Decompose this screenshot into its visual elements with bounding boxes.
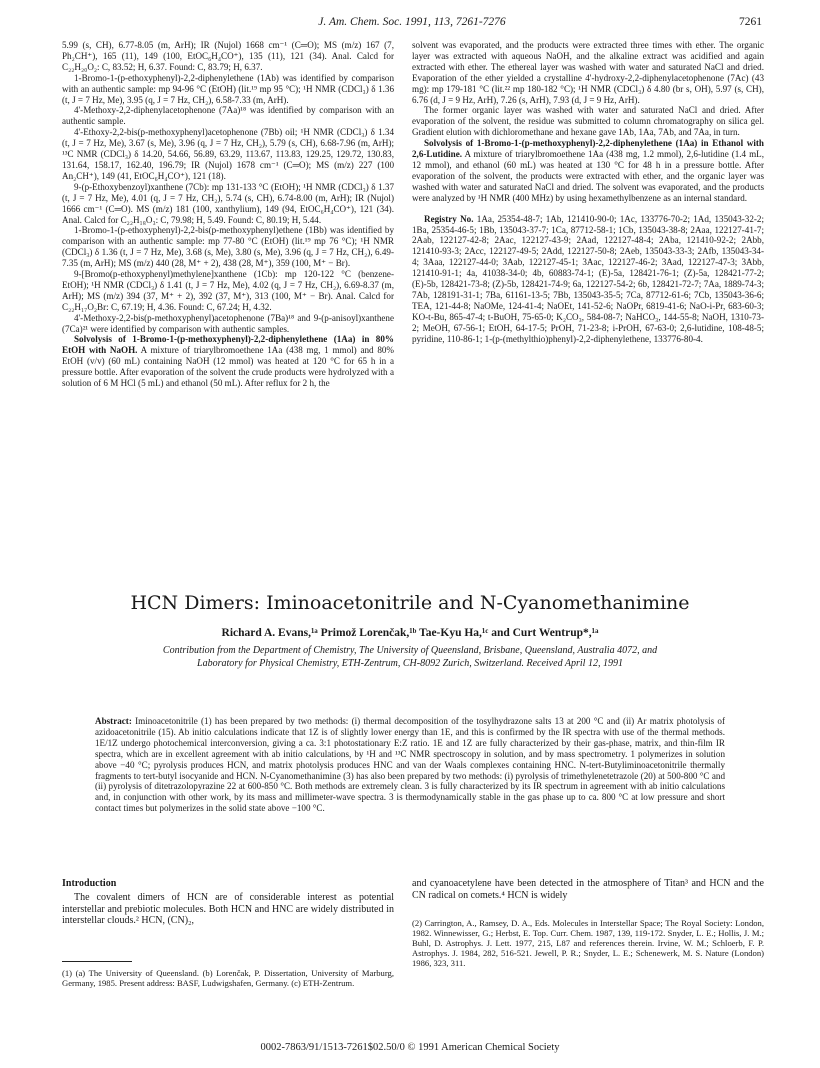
footnote-rule (62, 961, 132, 962)
article-title: HCN Dimers: Iminoacetonitrile and N-Cyanomethanimine (130, 592, 690, 614)
abstract-text: Iminoacetonitrile (1) has been prepared by two methods: (i) thermal decomposition of the tosylhydrazone salts 13 at 200 °C and (ii) Ar matrix photolysis of azidoacetonitrile (15). Ab initio calculations indicate that 1Z is of slightly lower energy than 1E, and this is confirmed by the IR spectra with use of the thermal methods. 1E/1Z undergo photochemical interconversion, giving a ca. 3:1 photostationary E:Z ratio. 1E and 1Z are fully characterized by their gas-phase, matrix, and thin-film IR spectra, which are in excellent agreement with ab initio calculations, by ¹H and ¹³C NMR spectroscopy in solution, and by mass spectrometry. 1 polymerizes in solution above −40 °C; pyrolysis produces HCN, and matrix photolysis produces HNC and van der Waals complexes containing HNC. N-tert-Butyliminoacetonitrile thermally fragments to tert-butyl isocyanide and HCN. N-Cyanomethanimine (3) has also been prepared by two methods: (i) pyrolysis of trimethylenetetrazole (20) at 500-800 °C and (ii) pyrolysis of ditetrazolopyrazine 22 at 600-850 °C. Both methods are extremely clean. 3 is fully characterized by its IR spectrum in agreement with ab initio calculations and, in conjunction with other work, by its mass and millimeter-wave spectra. 3 is thermodynamically stable in the gas phase up to ca. 800 °C at low pressure and short contact times but polymerizes in the solid state above −100 °C. (95, 716, 725, 814)
introduction-right: and cyanoacetylene have been detected in the atmosphere of Titan³ and HCN and the CN radical on comets.⁴ HCN is widely (412, 878, 764, 901)
paragraph: 1-Bromo-1-(p-ethoxyphenyl)-2,2-diphenylethene (1Ab) was identified by comparison with an authentic sample: mp 94-96 °C (EtOH) (lit.¹⁹ mp 95 °C); ¹H NMR (CDCl₃) δ 1.36 (t, J = 7 Hz, Me), 3.95 (q, J = 7 Hz, CH₂), 6.58-7.33 (m, ArH). (62, 72, 394, 105)
footnote-1: (1) (a) The University of Queensland. (b) Lorenčak, P. Dissertation, University of Marburg, Germany, 1985. Present address: BASF, Ludwigshafen, Germany. (c) ETH-Zentrum. (62, 968, 394, 988)
paragraph: 9-[Bromo(p-ethoxyphenyl)methylene]xanthene (1Cb): mp 120-122 °C (benzene-EtOH); ¹H NMR (CDCl₃) δ 1.41 (t, J = 7 Hz, Me), 4.02 (q, J = 7 Hz, CH₂), 6.69-8.37 (m, ArH); MS (m/z) 394 (37, M⁺ + 2), 392 (37, M⁺), 313 (100, M⁺ − Br). Anal. Calcd for C₂₂H₁₇O₂Br: C, 67.19; H, 4.36. Found: C, 67.24; H, 4.32. (62, 269, 394, 312)
paragraph: 4'-Ethoxy-2,2-bis(p-methoxyphenyl)acetophenone (7Bb) oil; ¹H NMR (CDCl₃) δ 1.34 (t, J = 7 Hz, Me), 3.67 (s, Me), 3.96 (q, J = 7 Hz, CH₂), 5.79 (s, CH), 6.68-7.96 (m, ArH); ¹³C NMR (CDCl₃) δ 14.20, 54.66, 56.89, 63.29, 113.67, 113.83, 129.25, 129.72, 130.83, 131.64, 158.17, 162.40, 196.79; IR (Nujol) 1678 cm⁻¹ (C═O); MS (m/z) 227 (100 An₂CH⁺), 149 (41, EtOC₆H₄CO⁺), 121 (18). (62, 127, 394, 181)
solvolysis-heading: Solvolysis of 1-Bromo-1-(p-methoxyphenyl)-2,2-diphenylethene (1Aa) in 80% EtOH with NaOH. (62, 334, 394, 356)
paragraph: 9-(p-Ethoxybenzoyl)xanthene (7Cb): mp 131-133 °C (EtOH); ¹H NMR (CDCl₃) δ 1.37 (t, J = 7 Hz, Me), 4.01 (q, J = 7 Hz, CH₂), 5.74 (s, CH), 6.74-8.00 (m, ArH); IR (Nujol) 1666 cm⁻¹ (C═O). MS (m/z) 181 (100, xanthylium), 149 (94, EtOC₆H₄CO⁺), 121 (34). Anal. Calcd for C₂₂H₁₈O₃: C, 79.98; H, 5.49. Found: C, 80.19; H, 5.44. (62, 181, 394, 225)
footnote-2: (2) Carrington, A., Ramsey, D. A., Eds. Molecules in Interstellar Space; The Royal Society: London, 1982. Winnewisser, G.; Herbst, E. Top. Curr. Chem. 1987, 139, 119-172. Snyder, L. E.; Hollis, J. M.; Buhl, D. Astrophys. J. Lett. 1977, 215, L87 and references therein. Irvine, W. M.; Schloerb, F. P. Astrophys. J. 1984, 282, 516-521. Jewell, P. R.; Snyder, L. E.; Schenewerk, M. S. Nature (London) 1986, 323, 311. (412, 918, 764, 968)
contribution-affiliation: Contribution from the Department of Chemistry, The University of Queensland, Brisbane, Queensland, Australia 4072, and Laboratory for Physical Chemistry, ETH-Zentrum, CH-8092 Zurich, Switzerland. Received April 12, 1991 (162, 645, 658, 669)
paragraph: 5.99 (s, CH), 6.77-8.05 (m, ArH); IR (Nujol) 1668 cm⁻¹ (C═O); MS (m/z) 167 (7, Ph₂CH⁺), 165 (11), 149 (100, EtOC₆H₄CO⁺), 135 (11), 121 (34). Anal. Calcd for C₂₂H₂₀O₂: C, 83.52; H, 6.37. Found: C, 83.79; H, 6.37. (62, 40, 394, 72)
introduction-left (62, 878, 394, 927)
registry-heading: Registry No. (424, 213, 474, 224)
abstract-paragraph (95, 716, 725, 814)
solvolysis-paragraph (412, 138, 764, 203)
abstract-label: Abstract: (95, 716, 132, 726)
solvolysis-text: A mixture of triarylbromoethene 1Aa (438 mg, 1 mmol) and 80% EtOH (v/v) (60 mL) containing NaOH (12 mmol) was heated at 120 °C for 65 h in a pressure bottle. After evaporation of the solvent the crude products were hydrolyzed with a solution of 6 M HCl (5 mL) and ethanol (50 mL). After reflux for 2 h, the (62, 345, 394, 389)
registry-paragraph (412, 214, 764, 345)
copyright-footer: 0002-7863/91/1513-7261$02.50/0 © 1991 American Chemical Society (260, 1042, 560, 1053)
introduction-heading: Introduction (62, 878, 117, 889)
abstract (95, 716, 725, 814)
solvolysis-heading: Solvolysis of 1-Bromo-1-(p-methoxyphenyl)-2,2-diphenylethene (1Aa) in Ethanol with 2,6-Lutidine. (412, 138, 764, 160)
paragraph: The former organic layer was washed with water and saturated NaCl and dried. After evaporation of the solvent, the residue was submitted to column chromatography on silica gel. Gradient elution with dichloromethane and hexane gave 1Ab, 1Aa, 7Ab, and 7Aa, in turn. (412, 105, 764, 138)
paragraph: 4'-Methoxy-2,2-bis(p-methoxyphenyl)acetophenone (7Ba)¹⁸ and 9-(p-anisoyl)xanthene (7Ca)²¹ were identified by comparison with authentic samples. (62, 312, 394, 334)
left-column (62, 40, 394, 389)
journal-citation: J. Am. Chem. Soc. 1991, 113, 7261-7276 (318, 16, 506, 28)
page-number: 7261 (739, 16, 762, 28)
introduction-text-left: The covalent dimers of HCN are of considerable interest as potential interstellar and prebiotic molecules. Both HCN and HNC are widely distributed in interstellar clouds.² HCN, (CN)₂, (62, 891, 394, 927)
right-column (412, 40, 764, 344)
solvolysis-paragraph (62, 334, 394, 389)
registry-text: 1Aa, 25354-48-7; 1Ab, 121410-90-0; 1Ac, 133776-70-2; 1Ad, 135043-32-2; 1Ba, 25354-46-5; 1Bb, 135043-37-7; 1Ca, 87712-58-1; 1Cb, 135043-38-8; 2Aaa, 122127-41-7; 2Aab, 122127-42-8; 2Aac, 122127-43-9; 2Aad, 122127-48-4; 2Aba, 121410-92-2; 2Abb, 121410-93-3; 2Acc, 122127-49-5; 2Add, 122127-50-8; 2Aeb, 135043-33-3; 2Afb, 135043-34-4; 3Aaa, 122127-44-0; 3Aab, 122127-45-1; 3Aac, 122127-46-2; 3Aad, 122127-47-3; 3Abb, 121410-91-1; 4a, 41038-34-0; 4b, 60883-74-1; (E)-5a, 128421-76-1; (Z)-5a, 128421-77-2; (E)-5b, 128421-73-8; (Z)-5b, 128421-74-9; 6a, 122127-54-2; 6b, 128421-72-7; 7Aa, 1889-74-3; 7Ab, 128191-31-1; 7Ba, 61161-13-5; 7Bb, 135043-35-5; 7Ca, 87712-61-6; 7Cb, 135043-36-6; TEA, 121-44-8; NaOMe, 124-41-4; NaOEt, 141-52-6; NaOPr, 6819-41-6; NaO-i-Pr, 683-60-3; KO-t-Bu, 865-47-4; t-BuOH, 75-65-0; K₂CO₃, 584-08-7; NaHCO₃, 144-55-8; NaOH, 1310-73-2; MeOH, 67-56-1; EtOH, 64-17-5; PrOH, 71-23-8; i-PrOH, 67-63-0; 2,6-lutidine, 108-48-5; pyridine, 110-86-1; 1-(p-(methylthio)phenyl)-2,2-diphenylethene, 133776-80-4. (412, 213, 764, 344)
running-header (62, 16, 762, 32)
paragraph: solvent was evaporated, and the products were extracted three times with ether. The organic layer was extracted with aqueous NaOH, and the alkaline extract was acidified and again extracted with ether. The ethereal layer was washed with water and saturated NaCl and dried. Evaporation of the ether yielded a crystalline 4'-hydroxy-2,2-diphenylacetophenone (7Ac) (43 mg): mp 179-181 °C (lit.²² mp 180-182 °C); ¹H NMR (CDCl₃) δ 4.80 (br s, OH), 5.97 (s, CH), 6.76 (d, J = 9 Hz, ArH), 7.26 (s, ArH), 7.93 (d, J = 9 Hz, ArH). (412, 40, 764, 105)
paragraph: 4'-Methoxy-2,2-diphenylacetophenone (7Aa)¹⁸ was identified by comparison with an authentic sample. (62, 105, 394, 127)
paragraph: 1-Bromo-1-(p-ethoxyphenyl)-2,2-bis(p-methoxyphenyl)ethene (1Bb) was identified by comparison with an authentic sample: mp 77-80 °C (EtOH) (lit.¹⁹ mp 76 °C); ¹H NMR (CDCl₃) δ 1.36 (t, J = 7 Hz, Me), 3.68 (s, Me), 3.80 (s, Me), 3.96 (q, J = 7 Hz, CH₂), 6.49-7.35 (m, ArH); MS (m/z) 440 (28, M⁺ + 2), 438 (28, M⁺), 359 (100, M⁺ − Br). (62, 225, 394, 269)
solvolysis-text: A mixture of triarylbromoethene 1Aa (438 mg, 1.2 mmol), 2,6-lutidine (1.4 mL, 12 mmol), and ethanol (60 mL) was heated at 130 °C for 48 h in a pressure bottle. After evaporation of the solvent, the products were extracted with ether, and the organic layer was washed with water and saturated NaCl and dried. The solvent was evaporated, and the products were analyzed by ¹H NMR (400 MHz) by using hexamethylbenzene as an internal standard. (412, 149, 764, 203)
article-authors: Richard A. Evans,¹ᵃ Primož Lorenčak,¹ᵇ Tae-Kyu Ha,¹ᶜ and Curt Wentrup*,¹ᵃ (221, 627, 599, 639)
